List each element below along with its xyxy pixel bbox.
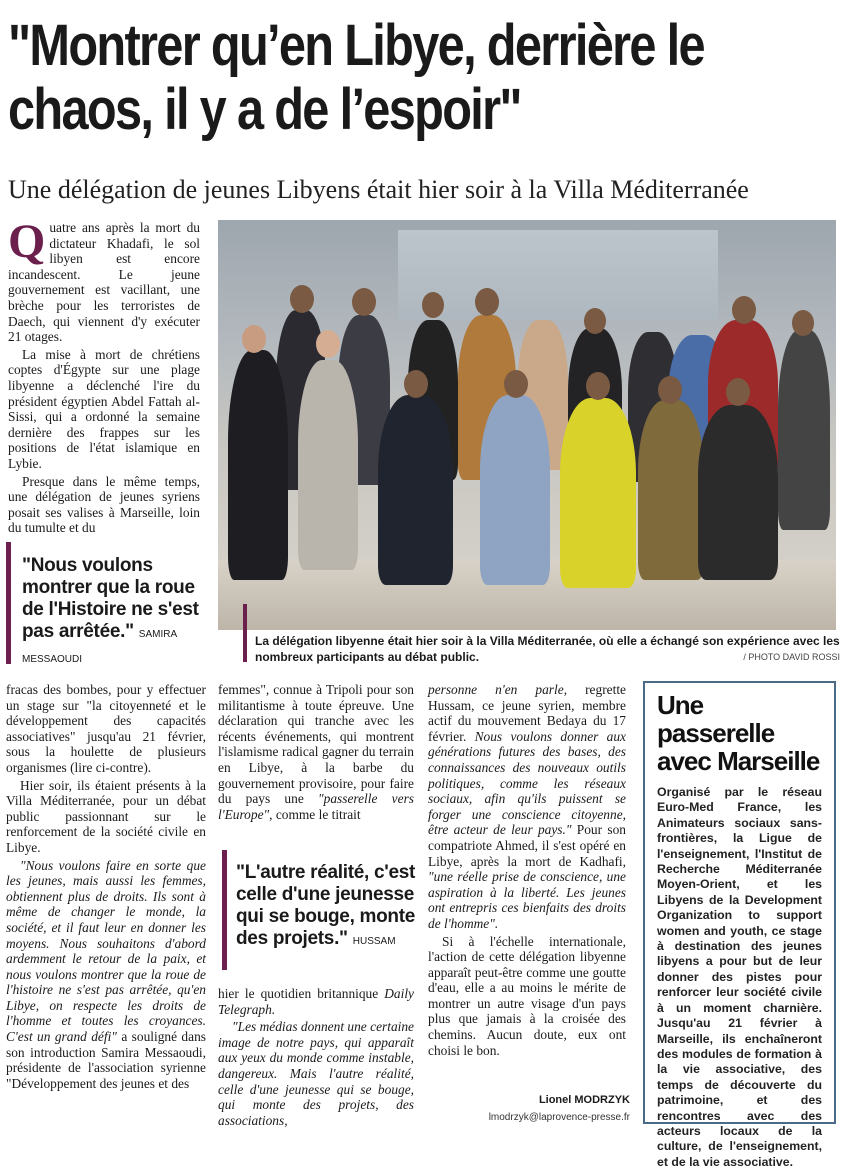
paragraph: Si à l'échelle internationale, l'action de cette délégation libyenne apparaît peut-être comme une goutte d'eau, elle a au moins le mérite de montrer un autre visage d'un pays plus que jamais à la croisée des chemins. Aucun doute, eux ont choisi le bon.: [428, 933, 626, 1058]
paragraph-text: hier le quotidien britannique: [218, 986, 385, 1001]
headline: "Montrer qu’en Libye, derrière le chaos, il y a de l’espoir": [8, 13, 704, 142]
quote-italic: Nous voulons donner aux générations futures des bases, des connaissances des nouveaux outils politiques, comme les réseaux sociaux, afin qu'ils puissent se forger une conscience citoyenne, être acteur de leur pays.": [428, 728, 626, 838]
column-3: [428, 682, 626, 1060]
pull-quote: [22, 555, 212, 671]
paragraph: [428, 682, 626, 932]
person: [378, 395, 453, 585]
paragraph-text: femmes", connue à Tripoli pour son militantisme à toute épreuve. Une déclaration qui tranche avec les récents événements, qui montrent l'islamisme radical gagner du terrain en Libye, à la barbe du gouvernement provisoire, pour faire du pays une: [218, 682, 414, 807]
quote-text: "Nous voulons montrer que la roue de l'Histoire ne s'est pas arrêtée.": [22, 555, 199, 642]
person-head: [316, 330, 340, 358]
subheadline: Une délégation de jeunes Libyens était hier soir à la Villa Méditerranée: [8, 175, 749, 204]
quote-source: HUSSAM: [352, 936, 396, 947]
person-head: [504, 370, 528, 398]
column-1-bottom: [6, 682, 206, 1093]
person-head: [242, 325, 266, 353]
projection-screen: [398, 230, 718, 320]
person: [480, 395, 550, 585]
column-2-top: [218, 682, 414, 824]
author-email[interactable]: lmodrzyk@laprovence-presse.fr: [488, 1112, 630, 1123]
person-head: [475, 288, 499, 316]
person: [638, 400, 704, 580]
person-head: [732, 296, 756, 324]
paragraph-text: a souligné dans son introduction Samira Messaoudi, présidente de l'association syrienne "Développement des jeunes et des: [6, 1029, 206, 1091]
column-2-bottom: [218, 986, 414, 1130]
person: [298, 360, 358, 570]
paragraph: [218, 986, 414, 1017]
paragraph: [218, 682, 414, 822]
lead-paragraph: [8, 215, 200, 345]
paragraph: "Les médias donnent une certaine image de notre pays, qui apparaît aux yeux du monde comme instable, dangereux. Mais l'autre réalité, celle d'une jeunesse qui se bouge, qui monte des projets, des associations,: [218, 1019, 414, 1128]
sidebar-body: Organisé par le réseau Euro-Med France, les Animateurs sociaux sans-frontières, la Ligue de l'enseignement, l'Institut de Recherche Méditerranée Moyen-Orient, et les Libyens de la Development Organization to support women and youth, ce stage à destination des jeunes libyens a pour but de leur donner des pistes pour renforcer leur société civile à un moment charnière. Jusqu'au 21 février à Marseille, ils enchaîneront des modules de formation à la vie associative, des temps de découverte du patrimoine, et des rencontres avec des acteurs locaux de la culture, de l'enseignement, et de la vie associative.: [657, 785, 822, 1169]
paragraph: La mise à mort de chrétiens coptes d'Égypte sur une plage libyenne a déclenché l'ire du président égyptien Abdel Fattah al-Sissi, qui a ordonné la semaine dernière des frappes sur les positions de l'état islamique en Lybie.: [8, 346, 200, 471]
paragraph-text: , regrette Hussam, ce jeune syrien, membre actif du mouvement Bedaya du 17 février.: [428, 682, 626, 744]
quote-bar: [6, 542, 11, 664]
group-photo: [218, 220, 836, 630]
person-head: [290, 285, 314, 313]
photo-credit: / PHOTO DAVID ROSSI: [743, 652, 840, 662]
sidebar-title: Une passerelle avec Marseille: [657, 690, 820, 776]
paragraph-text: , comme le titrait: [269, 806, 361, 822]
person: [778, 330, 830, 530]
author-byline: Lionel MODRZYK: [538, 1094, 630, 1106]
person: [228, 350, 288, 580]
quote-source: SAMIRA MESSAOUDI: [22, 629, 177, 665]
person-head: [792, 310, 814, 336]
pull-quote: [236, 862, 416, 953]
paragraph: [6, 858, 206, 1092]
paragraph-text: Pour son compatriote Ahmed, il s'est opéré en Libye, après la mort de Kadhafi,: [428, 822, 626, 869]
person: [698, 405, 778, 580]
quote-italic: "une réelle prise de conscience, une aspiration à la liberté. Les jeunes ont entrepris ces bienfaits des droits de l'homme".: [428, 869, 626, 931]
photo-caption: La délégation libyenne était hier soir à la Villa Méditerranée, où elle a échangé son expérience avec les nombreux participants au débat public.: [255, 634, 840, 664]
person-head: [726, 378, 750, 406]
dropcap: Q: [8, 215, 46, 268]
person-head: [658, 376, 682, 404]
person-head: [586, 372, 610, 400]
person-head: [584, 308, 606, 334]
paragraph: fracas des bombes, pour y effectuer un stage sur "la citoyenneté et le développement des capacités associatives" jusqu'au 21 février, sous la houlette de plusieurs organismes (lire ci-contre).: [6, 682, 206, 775]
newspaper-name: Daily Telegraph.: [218, 986, 414, 1017]
quote-italic: personne n'en parle: [428, 682, 564, 697]
person: [560, 398, 636, 588]
quote-text: "L'autre réalité, c'est celle d'une jeunesse qui se bouge, monte des projets.": [236, 862, 416, 949]
quote-italic: "Nous voulons faire en sorte que les jeunes, mais aussi les femmes, obtiennent plus de droits. Ils sont à même de changer le monde, la société, et il faut leur en donner les moyens. Nous souhaitons d'abord ardemment le retour de la paix, et nous voulons montrer que la roue de l'histoire ne s'est pas arrêtée, qu'en Libye, on respecte les droits de l'homme et toutes les croyances. C'est un grand défi": [6, 857, 206, 1045]
column-1-top: [8, 215, 200, 538]
caption-bar: [243, 604, 247, 662]
lead-text: uatre ans après la mort du dictateur Khadafi, le sol libyen est encore incandescent. Le jeune gouvernement est vacillant, une brèche pour les terroristes de Daech, qui viennent d'y exécuter 21 otages.: [8, 220, 200, 345]
sidebar-box: [643, 681, 836, 1169]
person-head: [352, 288, 376, 316]
paragraph: Presque dans le même temps, une délégation de jeunes syriens posait ses valises à Marseille, loin du tumulte et du: [8, 473, 200, 536]
person-head: [422, 292, 444, 318]
person-head: [404, 370, 428, 398]
paragraph: Hier soir, ils étaient présents à la Villa Méditerranée, pour un débat public passionnant sur le renforcement de la société civile en Libye.: [6, 777, 206, 855]
quote-italic: "passerelle vers l'Europe": [218, 791, 414, 822]
